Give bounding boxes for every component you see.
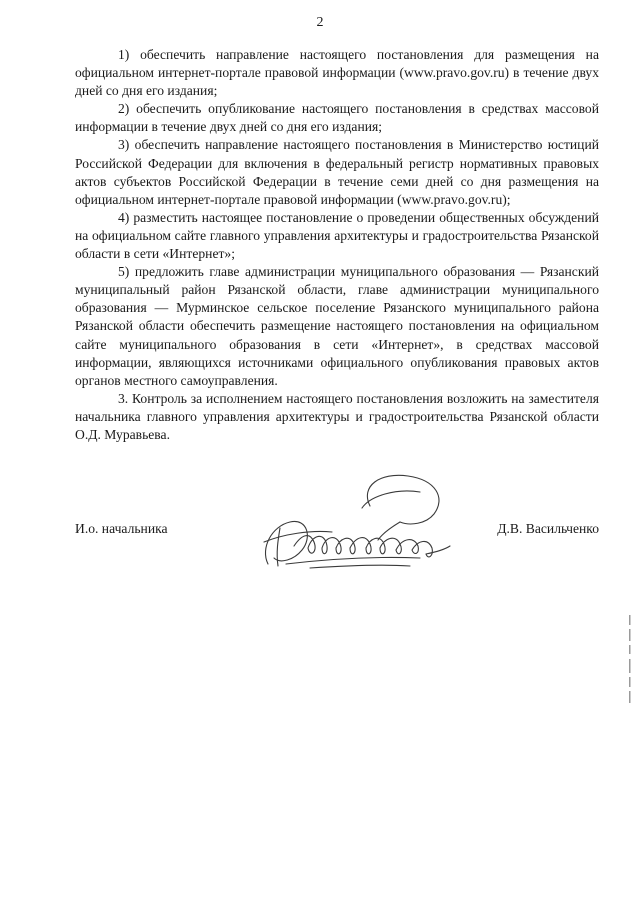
paragraph-item-3: 3) обеспечить направление настоящего постановления в Министерство юстиций Российской Федерации для включения в федеральный регистр нормативных правовых актов субъектов Российской Федерации в течение семи дней со дня размещения на официальном интернет-портале правовой информации (www.pravo.gov.ru); [75, 137, 599, 207]
paragraph-item-5: 5) предложить главе администрации муниципального образования — Рязанский муниципальный район Рязанской области, главе администрации муниципального образования — Мурминское сельское поселение Рязанского муниципального района Рязанской области обеспечить размещение настоящего постановления на официальном сайте муниципального образования в сети «Интернет», в средствах массовой информации, являющихся источниками официального опубликования правовых актов органов местного самоуправления. [75, 264, 599, 388]
paragraph-control-clause: 3. Контроль за исполнением настоящего постановления возложить на заместителя начальника главного управления архитектуры и градостроительства Рязанской области О.Д. Муравьева. [75, 390, 599, 442]
page-number: 2 [316, 15, 324, 30]
paragraph-item-4: 4) разместить настоящее постановление о проведении общественных обсуждений на официальном сайте главного управления архитектуры и градостроительства Рязанской области в сети «Интернет»; [75, 209, 599, 262]
signatory-name: Д.В. Васильченко [497, 521, 599, 536]
paragraph-item-1: 1) обеспечить направление настоящего постановления для размещения на официальном интернет-портале правовой информации (www.pravo.gov.ru) в течение двух дней со дня его издания; [75, 47, 599, 99]
document-body [75, 46, 599, 444]
scan-edge-mark-icon [627, 615, 635, 705]
handwritten-signature-icon [250, 468, 460, 578]
paragraph-item-2: 2) обеспечить опубликование настоящего постановления в средствах массовой информации в течение двух дней со дня его издания; [75, 101, 599, 135]
signatory-position: И.о. начальника [75, 521, 168, 536]
